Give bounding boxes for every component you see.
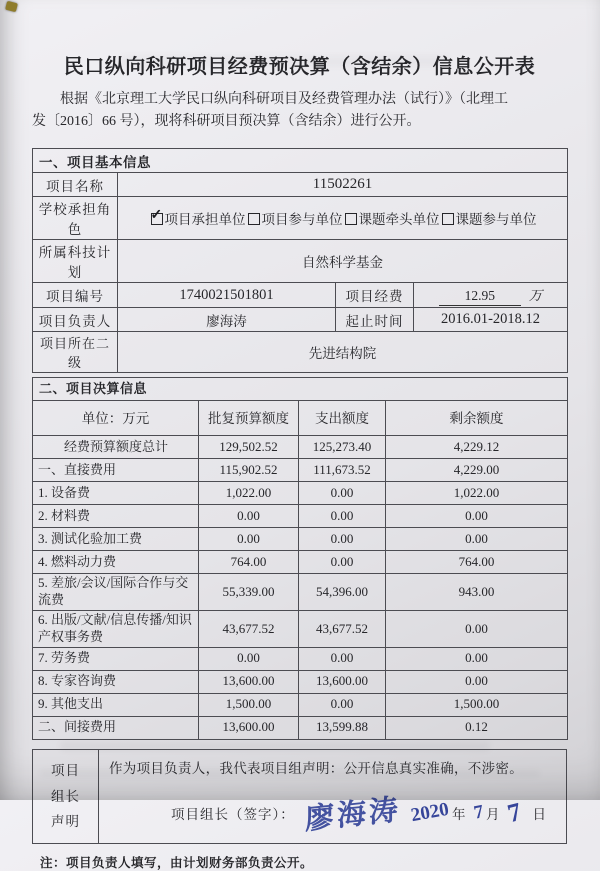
section-header-row bbox=[33, 149, 568, 173]
column-header-spent: 支出额度 bbox=[299, 401, 386, 436]
project-number-value: 1740021501801 bbox=[118, 283, 336, 308]
remain-amount: 0.00 bbox=[386, 670, 568, 693]
budget-amount: 115,902.52 bbox=[199, 459, 299, 482]
budget-row-label: 2. 材料费 bbox=[33, 505, 199, 528]
column-header-budget: 批复预算额度 bbox=[199, 401, 299, 436]
budget-amount: 764.00 bbox=[199, 551, 299, 574]
role-option-label: 项目承担单位 bbox=[164, 212, 246, 228]
spent-amount: 54,396.00 bbox=[299, 574, 386, 611]
budget-row-label: 经费预算额度总计 bbox=[33, 436, 199, 459]
intro-line-1: 根据《北京理工大学民口纵向科研项目及经费管理办法（试行）》（北理工 bbox=[60, 92, 508, 107]
basic-info-table bbox=[32, 148, 568, 373]
signature-row bbox=[109, 791, 558, 835]
budget-amount: 0.00 bbox=[199, 528, 299, 551]
spent-amount: 111,673.52 bbox=[299, 459, 386, 482]
date-group bbox=[409, 798, 552, 828]
sign-label: 项目组长（签字）： bbox=[171, 806, 295, 822]
funds-value: 12.95 bbox=[439, 288, 521, 306]
section-title-basic-info: 一、项目基本信息 bbox=[33, 149, 568, 173]
budget-row-label: 3. 测试化验加工费 bbox=[33, 528, 199, 551]
spent-amount: 0.00 bbox=[299, 551, 386, 574]
declaration-table bbox=[32, 749, 567, 844]
budget-amount: 0.00 bbox=[199, 505, 299, 528]
declaration-statement: 作为项目负责人，我代表项目组声明：公开信息真实准确，不涉密。 bbox=[109, 760, 523, 776]
remain-amount: 764.00 bbox=[386, 551, 568, 574]
budget-row-label: 7. 劳务费 bbox=[33, 647, 199, 670]
date-day-handwritten: 7 bbox=[504, 796, 524, 829]
role-label: 学校承担角色 bbox=[33, 197, 118, 240]
declaration-label-line: 声明 bbox=[51, 814, 80, 830]
table-row bbox=[33, 173, 568, 197]
remain-amount: 4,229.00 bbox=[386, 459, 568, 482]
remain-amount: 0.12 bbox=[386, 716, 568, 739]
budget-row bbox=[33, 505, 568, 528]
funds-unit: 万 bbox=[528, 288, 543, 304]
budget-row bbox=[33, 670, 568, 693]
role-option-label: 项目参与单位 bbox=[261, 212, 343, 228]
table-row bbox=[33, 197, 568, 240]
budget-amount: 1,022.00 bbox=[199, 482, 299, 505]
budget-row-label: 4. 燃料动力费 bbox=[33, 551, 199, 574]
budget-row bbox=[33, 693, 568, 716]
table-row bbox=[33, 283, 568, 308]
budget-amount: 13,600.00 bbox=[199, 716, 299, 739]
spent-amount: 125,273.40 bbox=[299, 436, 386, 459]
table-row bbox=[33, 332, 568, 373]
checkbox-unchecked-icon bbox=[442, 213, 454, 225]
budget-row-label: 5. 差旅/会议/国际合作与交流费 bbox=[33, 574, 199, 611]
declaration-role-label bbox=[33, 749, 99, 843]
budget-row-label: 8. 专家咨询费 bbox=[33, 670, 199, 693]
budget-amount: 13,600.00 bbox=[199, 670, 299, 693]
budget-row bbox=[33, 716, 568, 739]
period-label: 起止时间 bbox=[336, 308, 414, 332]
budget-amount: 0.00 bbox=[199, 647, 299, 670]
project-number-label: 项目编号 bbox=[33, 283, 118, 308]
budget-amount: 43,677.52 bbox=[199, 611, 299, 648]
spent-amount: 0.00 bbox=[299, 647, 386, 670]
role-option-label: 课题牵头单位 bbox=[358, 212, 440, 228]
budget-table-body bbox=[33, 436, 568, 740]
spent-amount: 0.00 bbox=[299, 505, 386, 528]
budget-header-row bbox=[33, 401, 568, 436]
project-name-value: 11502261 bbox=[118, 173, 568, 197]
table-row bbox=[33, 308, 568, 332]
intro-line-2: 发〔2016〕66 号），现将科研项目预决算（含结余）进行公开。 bbox=[32, 113, 421, 129]
budget-row-label: 9. 其他支出 bbox=[33, 693, 199, 716]
budget-row bbox=[33, 551, 568, 574]
role-options bbox=[118, 197, 568, 240]
budget-row-label: 6. 出版/文献/信息传播/知识产权事务费 bbox=[33, 611, 199, 648]
checkbox-unchecked-icon bbox=[345, 213, 357, 225]
date-month-handwritten: 7 bbox=[471, 801, 485, 824]
intro-paragraph bbox=[32, 89, 567, 132]
budget-row-label: 二、间接费用 bbox=[33, 716, 199, 739]
period-value: 2016.01-2018.12 bbox=[414, 308, 568, 332]
spent-amount: 0.00 bbox=[299, 482, 386, 505]
remain-amount: 1,500.00 bbox=[386, 693, 568, 716]
school-value: 先进结构院 bbox=[118, 332, 568, 373]
checkbox-checked-icon bbox=[151, 213, 163, 225]
section-title-budget: 二、项目决算信息 bbox=[33, 378, 568, 401]
budget-row bbox=[33, 436, 568, 459]
remain-amount: 0.00 bbox=[386, 528, 568, 551]
remain-amount: 943.00 bbox=[386, 574, 568, 611]
remain-amount: 1,022.00 bbox=[386, 482, 568, 505]
spent-amount: 0.00 bbox=[299, 693, 386, 716]
spent-amount: 13,599.88 bbox=[299, 716, 386, 739]
scan-corner-mark bbox=[5, 1, 18, 12]
budget-amount: 1,500.00 bbox=[199, 693, 299, 716]
budget-amount: 55,339.00 bbox=[199, 574, 299, 611]
section-header-row bbox=[33, 378, 568, 401]
budget-row-label: 一、直接费用 bbox=[33, 459, 199, 482]
declaration-label-line: 组长 bbox=[51, 788, 80, 804]
plan-value: 自然科学基金 bbox=[118, 240, 568, 283]
plan-label: 所属科技计划 bbox=[33, 240, 118, 283]
spent-amount: 43,677.52 bbox=[299, 611, 386, 648]
school-label: 项目所在二级 bbox=[33, 332, 118, 373]
leader-label: 项目负责人 bbox=[33, 308, 118, 332]
spent-amount: 0.00 bbox=[299, 528, 386, 551]
table-row bbox=[33, 240, 568, 283]
leader-value: 廖海涛 bbox=[118, 308, 336, 332]
budget-row bbox=[33, 574, 568, 611]
month-suffix: 月 bbox=[486, 806, 500, 822]
spent-amount: 13,600.00 bbox=[299, 670, 386, 693]
remain-amount: 0.00 bbox=[386, 647, 568, 670]
column-header-remain: 剩余额度 bbox=[386, 401, 568, 436]
footer-note: 注：项目负责人填写，由计划财务部负责公开。 bbox=[40, 855, 314, 870]
budget-row bbox=[33, 611, 568, 648]
day-suffix: 日 bbox=[532, 806, 546, 822]
funds-value-cell bbox=[414, 283, 568, 308]
budget-row bbox=[33, 482, 568, 505]
remain-amount: 0.00 bbox=[386, 611, 568, 648]
page-title: 民口纵向科研项目经费预决算（含结余）信息公开表 bbox=[63, 56, 536, 78]
table-row bbox=[33, 749, 567, 843]
remain-amount: 4,229.12 bbox=[386, 436, 568, 459]
budget-row bbox=[33, 528, 568, 551]
project-name-label: 项目名称 bbox=[33, 173, 118, 197]
declaration-label-line: 项目 bbox=[51, 762, 80, 778]
year-suffix: 年 bbox=[452, 806, 466, 822]
declaration-body-cell bbox=[99, 749, 567, 843]
budget-row bbox=[33, 459, 568, 482]
column-header-unit: 单位：万元 bbox=[33, 401, 199, 436]
budget-table bbox=[32, 377, 568, 740]
form-page bbox=[32, 50, 567, 871]
checkbox-unchecked-icon bbox=[248, 213, 260, 225]
funds-label: 项目经费 bbox=[336, 283, 414, 308]
budget-row-label: 1. 设备费 bbox=[33, 482, 199, 505]
role-option-label: 课题参与单位 bbox=[455, 212, 537, 228]
remain-amount: 0.00 bbox=[386, 505, 568, 528]
date-year-handwritten: 2020 bbox=[409, 798, 451, 827]
leader-signature: 廖海涛 bbox=[305, 794, 401, 837]
budget-row bbox=[33, 647, 568, 670]
budget-amount: 129,502.52 bbox=[199, 436, 299, 459]
